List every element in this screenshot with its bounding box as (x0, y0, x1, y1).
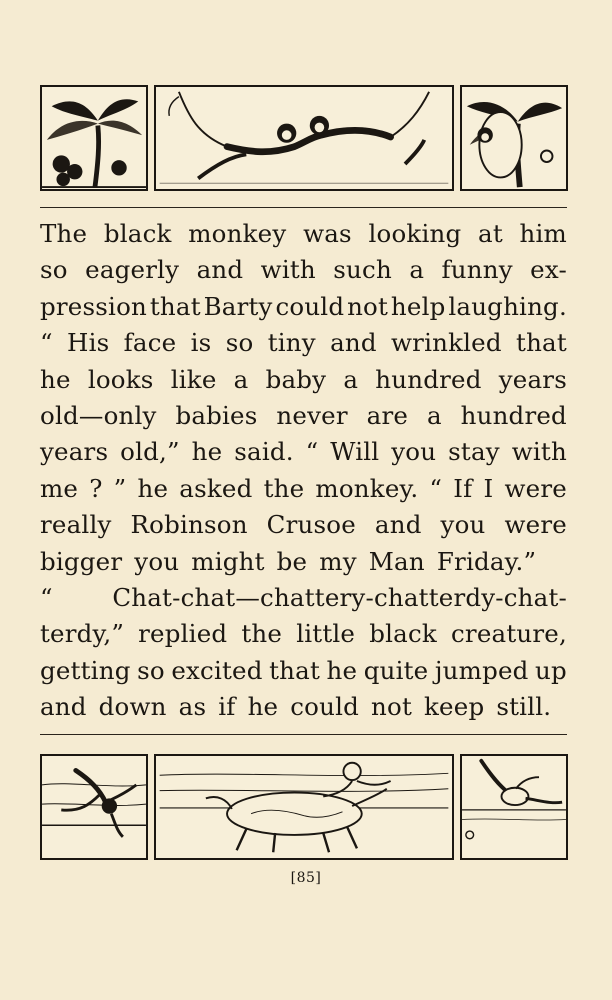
text-line: “ His face is so tiny and wrinkled that (40, 328, 567, 358)
top-illustration-band (0, 85, 612, 191)
text-line: old—only babies never are a hundred (40, 400, 567, 430)
text-line: years old,” he said. “ Will you stay with (40, 437, 567, 467)
text-line: really Robinson Crusoe and you were (40, 510, 567, 540)
body-text (40, 216, 567, 725)
top-right-palm-panel (460, 85, 568, 191)
text-line: getting so excited that he quite jumped up (40, 655, 567, 685)
bottom-left-monkey-panel (40, 754, 148, 860)
palm-monkey-icon (462, 87, 566, 189)
bottom-divider-rule (40, 734, 567, 735)
page-number: [85] (290, 870, 322, 886)
palm-tree-icon (42, 87, 146, 189)
top-left-palm-panel (40, 85, 148, 191)
text-line: The black monkey was looking at him (40, 219, 567, 248)
top-center-monkeys-panel (154, 85, 454, 191)
top-divider-rule (40, 207, 567, 208)
text-line: “ Chat-chat—chattery-chatterdy-chat- (40, 582, 567, 612)
text-line: he looks like a baby a hundred years (40, 364, 567, 394)
text-line: me ? ” he asked the monkey. “ If I were (40, 473, 567, 503)
tumbling-monkey-icon (42, 756, 146, 858)
bottom-right-bird-panel (460, 754, 568, 860)
text-line: terdy,” replied the little black creature, (40, 619, 567, 649)
goat-rider-icon (156, 756, 452, 858)
text-line: pression that Barty could not help laughing. (40, 291, 567, 321)
flying-bird-icon (462, 756, 566, 858)
swinging-monkeys-icon (156, 87, 452, 189)
text-line: so eagerly and with such a funny ex- (40, 255, 567, 285)
bottom-center-goat-panel (154, 754, 454, 860)
bottom-illustration-band (0, 754, 612, 860)
text-line: bigger you might be my Man Friday.” (40, 546, 537, 576)
text-line: and down as if he could not keep still. (40, 692, 552, 722)
